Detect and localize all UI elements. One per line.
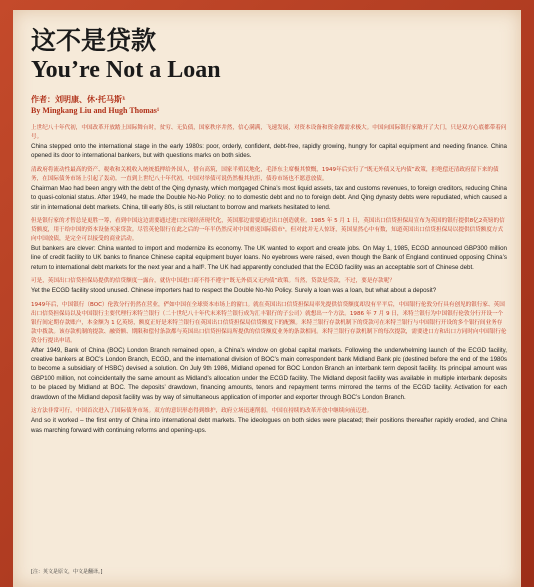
title-english: You’re Not a Loan (31, 57, 221, 83)
paragraph-en-2: Chairman Mao had been angry with the debt of the Qing dynasty, which mortgaged China’s most liquid assets, tax and customs revenues, to foreign creditors, reducing China to quasi-colonial status. After 1949, he made the Double No-No Policy: no to domestic debt and no to foreign debt. And Qing dynasty debts were repudiated, which caused a stir in international debt markets. China, till early 80s, is still reluctant to borrow and markets hesitated to lend. (31, 184, 507, 211)
article-body (31, 26, 507, 440)
paragraph-en-3: But bankers are clever: China wanted to import and modernize its economy. The UK wanted to export and create jobs. On May 1, 1985, ECGD announced GBP300 million line of credit facility to UK banks to finance Chinese capital equipment buyer loans. No eyebrows were raised, even though the Bank of England continued opposing China’s return to international debt markets for the next year and a half². The UK had apparently concluded that the ECGD facility was an acceptable sort of Chinese debt. (31, 245, 507, 271)
footnote: [注：英文是原文，中文是翻译。] (31, 569, 103, 575)
paragraph-en-5: After 1949, Bank of China (BOC) London Branch remained open, a China’s window on global capital markets. Following the underwhelming launch of the ECGD facility, creative bankers at BOC’s London Branch, ECGD, and the international division of BOC’s main correspondent bank Midland Bank plc (destined before the end of the 1980s to become a subsidiary of HSBC) devised a solution. On July 9th 1986, Midland opened for BOC London Branch an interbank term deposit facility. Its principal amount was GBP100 million, not coincidentally the same amount as Midland’s allocation under the ECGD facility. The Midland deposit facility was available in multiple interbank deposits to be placed by Midland at BOC. The deposits’ drawdown, financing amounts, tenors and repayment terms mirrored the terms of the ECGD facility. Activation for each drawdown of the Midland deposit facility was by way of simultaneous application of importer and exporter through BOC’s London Branch. (31, 346, 507, 401)
paragraph-cn-5: 1949年后，中国银行（BOC）伦敦分行仍然在营业，俨如中国在全球资本市场上的窗口。就在英国出口信贷担保局率先提供信贷额度却没有平平后，中国银行伦敦分行具有创见的银行家、英国出口信贷担保局以及中国银行主要代理行米特兰银行（二十世纪八十年代末米特兰银行成为汇丰银行的子公司）就想出一个方法。1986 年 7 月 9 日，米特兰银行为中国银行伦敦分行开设一个银行间定期存款账户，本金额为 1 亿英镑，额度正好是米特兰银行在英国出口信贷担保局信贷额度下的配额。米特兰银行存款机制下的贷款可在米特兰银行与中国银行开设的多个银行间业务存款中拨款。该存款机制的提款、融资额、期限和偿付条款都与英国出口信贷担保局所提供的信贷额度业务的条款相同。米特兰银行存款机制下的每次提款，需要进口方和出口方同时向中国银行伦敦分行提出申请。 (31, 301, 507, 344)
byline-english: By Mingkang Liu and Hugh Thomas¹ (31, 106, 160, 115)
paragraph-en-4: Yet the ECGD facility stood unused. Chinese importers had to respect the Double No-No Policy. Surely a loan was a loan, but what about a deposit? (31, 287, 437, 295)
paragraph-cn-2: 清政府将流动性最高的资产、税收和关税收入统统抵押给外国人，借台高筑，国家半殖民地化，毛泽东主席极其愤慨，1949年后实行了“既无外债又无内债”政策，拒绝偿还清政府留下来的债务，在国际债务市场上引起了轰动。一直到上世纪八十年代初，中国对举债可说仍然极其抗拒，债券市场也不愿意放债。 (31, 166, 499, 182)
paragraph-en-1: China stepped onto the international stage in the early 1980s: poor, orderly, confident, debt-free, rapidly growing, hungry for capital equipment and needing finance. China opened its door to international bankers, but with questions marks on both sides. (31, 143, 507, 160)
article-page (13, 10, 521, 587)
paragraph-cn-3: 但是银行家的才智总是更胜一筹，看到中国这边需要通过进口实现经济现代化，英国那边需要通过出口创造就业。1985 年 5 月 1 日，英国出口信贷担保局宣布为英国的银行提供8亿2英镑的信贷额度，用于给中国的资本设备买家贷款。尽管英伦银行在此之后的一年半仍然反对中国重返国际债市¹，但对此并无人惊讶，英国显然心中有数，知道英国出口信贷担保局以提供信贷额度方式向中国放债，是完全可以接受的商业活动。 (31, 218, 505, 243)
title-chinese: 这不是贷款 (31, 26, 157, 55)
paragraph-cn-6: 这方法非常可行，中国首次进入了国际债务市场。双方的意识形态得到维护，政府立场迅速削弱，中国在持续的改革开放中继续向前迈进。 (31, 408, 373, 415)
paragraph-cn-1: 上世纪八十年代初，中国改革开放踏上国际舞台时，贫穷、无负债，国家秩序井然，信心满满，飞速发展，对资本设备和资金都需求极大。中国向国际银行家敞开了大门，只是双方心底都带着问号。 (31, 125, 507, 140)
byline-chinese: 作者：刘明康、休·托马斯¹ (31, 95, 126, 104)
paragraph-cn-4: 可是，英国出口信贷担保局提供的信贷额度一露台，就仿中国进口商不得不遵守“既无外债又无内债”政策。当然，贷款是贷款，不过，要是存款呢？ (31, 278, 395, 285)
paragraph-en-6: And so it worked – the first entry of China into international debt markets. The ideologues on both sides were placated; their positions thereafter rapidly eroded, and China was marching forward with continuing reforms and opening-ups. (31, 417, 507, 434)
